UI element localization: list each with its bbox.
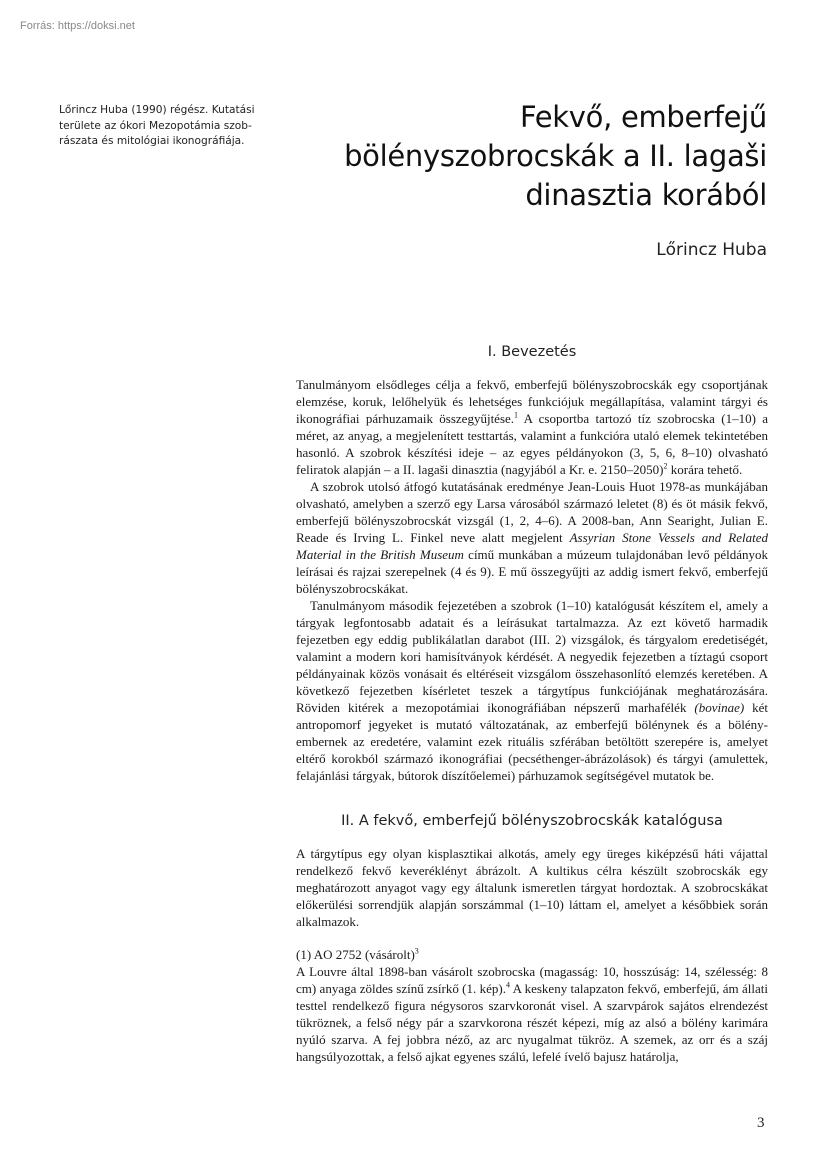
article-body [296,344,768,1065]
text-run: A csoportba tartozó tíz szobrocska (1–10) a méret, az anyag, a megjelenített testtartás, valamint a funkcióra utaló elemek tekintetében hasonló. A szobrok készítési ideje – az egyes példányokon (3, 5, 6, 8–10) olvasható feliratok alapján – a II. lagaši dinasztia (nagyjából a Kr. e. 2150–2050) [296,411,768,477]
footnote-ref[interactable]: 4 [505,980,510,990]
page-number: 3 [757,1115,765,1131]
source-watermark: Forrás: https://doksi.net [20,20,135,32]
text-run: című munkában a múzeum tulajdonában levő példányok leírásai és rajzai szerepelnek (4 és 9). E mű összegyűjti az addig ismert fekvő, emberfejű bölényszobrocskákat. [296,547,769,596]
text-run: korára tehető. [667,462,743,477]
paragraph [296,478,768,597]
section-heading-introduction: I. Bevezetés [487,344,577,360]
paragraph: A tárgytípus egy olyan kisplasztikai alkotás, amely egy üreges kiképzésű háti vájattal rendelkező fekvő keveréklényt ábrázolt. A kultikus célra készült szobrocskák egy meghatározott anyagot vagy egy általunk ismeretlen tárgyat hordoztak. A szobrocskákat előkerülési sorrendjük alapján sorszámmal (1–10) láttam el, amelyet a későbbiek során alkalmazok. [296,846,768,929]
footnote-ref[interactable]: 1 [514,410,519,420]
text-run: (1) AO 2752 (vásárolt) [296,947,415,962]
catalogue-item-label [296,946,768,963]
author-bio: Lőrincz Huba (1990) régész. Kutatási területe az ókori Mezopotámia szobrászata és mitológiai ikonográfiája. [59,104,255,147]
paragraph [296,376,768,478]
article-title: Fekvő, emberfejű bölényszobrocskák a II. lagaši dinasztia korából [344,100,767,212]
footnote-ref[interactable]: 2 [663,461,668,471]
latin-term: (bovinae) [694,700,745,715]
text-run: A Louvre által 1898-ban vásárolt szobrocska (magasság: 10, hosszúság: 14, szélesség: 8 cm) anyaga zöldes színű zsírkő (1. kép). [296,964,768,996]
spacer [296,784,768,813]
text-run: Tanulmányom második fejezetében a szobrok (1–10) katalógusát készítem el, amely a tárgyak legfontosabb adatait és a leírásukat tartalmazza. Az ezt követő harmadik fejezetben egy eddig publikálatlan darabot (III. 2) vizsgálok, és tárgyalom eredetiségét, valamint a modern kori hamisítványok kérdését. A negyedik fejezetben a tíztagú csoport példányainak közös vonásait és eltéréseit vizsgálom összehasonlító elemzés keretében. A következő fejezetben kísérletet teszek a tárgytípus funkciójának meghatározására. Röviden kitérek a mezopotámiai ikonográfiában népszerű marhafélék [296,598,768,715]
paragraph [296,963,768,1065]
paragraph [296,597,768,784]
article-author: Lőrincz Huba [656,240,767,260]
section-heading-catalogue: II. A fekvő, emberfejű bölényszobrocskák katalógusa [341,813,723,829]
text-run: A szobrok utolsó átfogó kutatásának eredménye Jean-Louis Huot 1978-as munkájában olvasható, amelyben a szerző egy Larsa városából származó leletet (8) és öt másik fekvő, emberfejű bölényszobrocskát vizsgál (1, 2, 4–6). A 2008-ban, Ann Searight, Julian E. Reade és Irving L. Finkel neve alatt megjelent [296,479,768,545]
spacer [296,930,768,946]
book-title: Assyrian Stone Vessels and Related Material in the British Museum [296,530,768,562]
text-run: Tanulmányom elsődleges célja a fekvő, emberfejű bölényszobrocskák egy csoportjának elemzése, koruk, lelőhelyük és lehetséges funkciójuk megállapítása, valamint tárgyi és ikonográfiai párhuzamaik összegyűjtése. [296,377,768,426]
text-run: két antropomorf jegyeket is mutató változatának, az emberfejű bölénynek és a bölényembernek az eredetére, valamint ezek rituális szférában betöltött szerepére is, amelyet eltérő korokból származó ikonográfiai (pecséthenger-ábrázolások) és tárgyi (amulettek, felajánlási tárgyak, bútorok díszítőelemei) párhuzamok segítségével mutatok be. [296,700,768,783]
text-run: A keskeny talapzaton fekvő, emberfejű, ám állati testtel rendelkező figura négysoros szarvkoronát visel. A szarvpárok sajátos elrendezést tükröznek, a felső négy pár a szarvkorona részét képezi, míg az alsó a bölény karimára nyúló szarva. A fej jobbra néző, az arc nyugalmat tükröz. A szemek, az orr és a száj hangsúlyozottak, a felső ajkat egyenes szálú, lefelé ívelő bajusz határolja, [296,981,768,1064]
footnote-ref[interactable]: 3 [414,946,419,956]
